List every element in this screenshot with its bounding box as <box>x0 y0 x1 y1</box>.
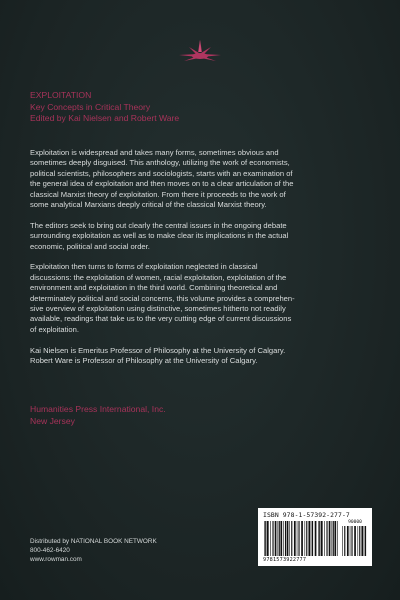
publisher-location: New Jersey <box>30 415 75 426</box>
text-line: Exploitation then turns to forms of exploitation neglected in classical <box>30 262 258 272</box>
distributor-line: Distributed by NATIONAL BOOK NETWORK <box>30 538 157 545</box>
text-line: sometimes deeply disguised. This anthology, utilizing the work of economists, <box>30 158 290 168</box>
text-line: political scientists, philosophers and sociologists, starts with an examination of <box>30 168 293 178</box>
text-line: Exploitation is widespread and takes many forms, sometimes obvious and <box>30 148 279 157</box>
text-line: sive overview of exploitation using distinctive, sometimes hitherto not readily <box>30 304 286 314</box>
text-line: discussions: the exploitation of women, racial exploitation, exploitation of the <box>30 272 287 282</box>
text-line: classical Marxist theory of exploitation. From there it proceeds to the work of <box>30 189 286 199</box>
text-line: surrounding exploitation as well as to make clear its implications in the actual <box>30 231 289 241</box>
publisher-block <box>30 404 230 427</box>
editors-line: Edited by Kai Nielsen and Robert Ware <box>30 113 180 123</box>
isbn-label: ISBN 978-1-57392-277-7 <box>263 511 350 519</box>
paragraph-1 <box>30 148 372 210</box>
text-line: The editors seek to bring out clearly the central issues in the ongoing debate <box>30 220 287 230</box>
addon-number: 90000 <box>348 520 362 525</box>
text-line: some analytical Marxians deeply critical of the classical Marxist theory. <box>30 200 267 210</box>
book-title: EXPLOITATION <box>30 90 92 100</box>
text-line: Robert Ware is Professor of Philosophy at the University of Calgary. <box>30 356 258 366</box>
barcode-icon <box>264 521 340 556</box>
description <box>30 148 372 377</box>
addon-barcode-icon <box>342 526 368 556</box>
publisher-name: Humanities Press International, Inc. <box>30 404 166 414</box>
starburst-logo-icon <box>175 38 225 64</box>
text-line: Kai Nielsen is Emeritus Professor of Philosophy at the University of Calgary. <box>30 345 286 355</box>
text-line: of exploitation. <box>30 324 79 334</box>
paragraph-2 <box>30 221 372 252</box>
text-line: environment and exploitation in the third world. Combining theoretical and <box>30 283 278 293</box>
text-line: available, readings that take us to the very cutting edge of current discussions <box>30 314 292 324</box>
author-bios <box>30 346 372 367</box>
text-line: the general idea of exploitation and then moves on to a clear articulation of the <box>30 179 294 189</box>
paragraph-3 <box>30 262 372 335</box>
distribution-block <box>30 537 230 565</box>
barcode-digits: 9781573922777 <box>263 557 307 563</box>
book-header <box>30 90 370 125</box>
barcode-box <box>258 508 372 566</box>
distributor-phone: 800-462-6420 <box>30 547 70 555</box>
series-name: Key Concepts in Critical Theory <box>30 101 151 112</box>
text-line: economic, political and social order. <box>30 241 150 251</box>
text-line: determinately political and social concerns, this volume provides a comprehen- <box>30 293 295 303</box>
distributor-website: www.rowman.com <box>30 556 82 564</box>
